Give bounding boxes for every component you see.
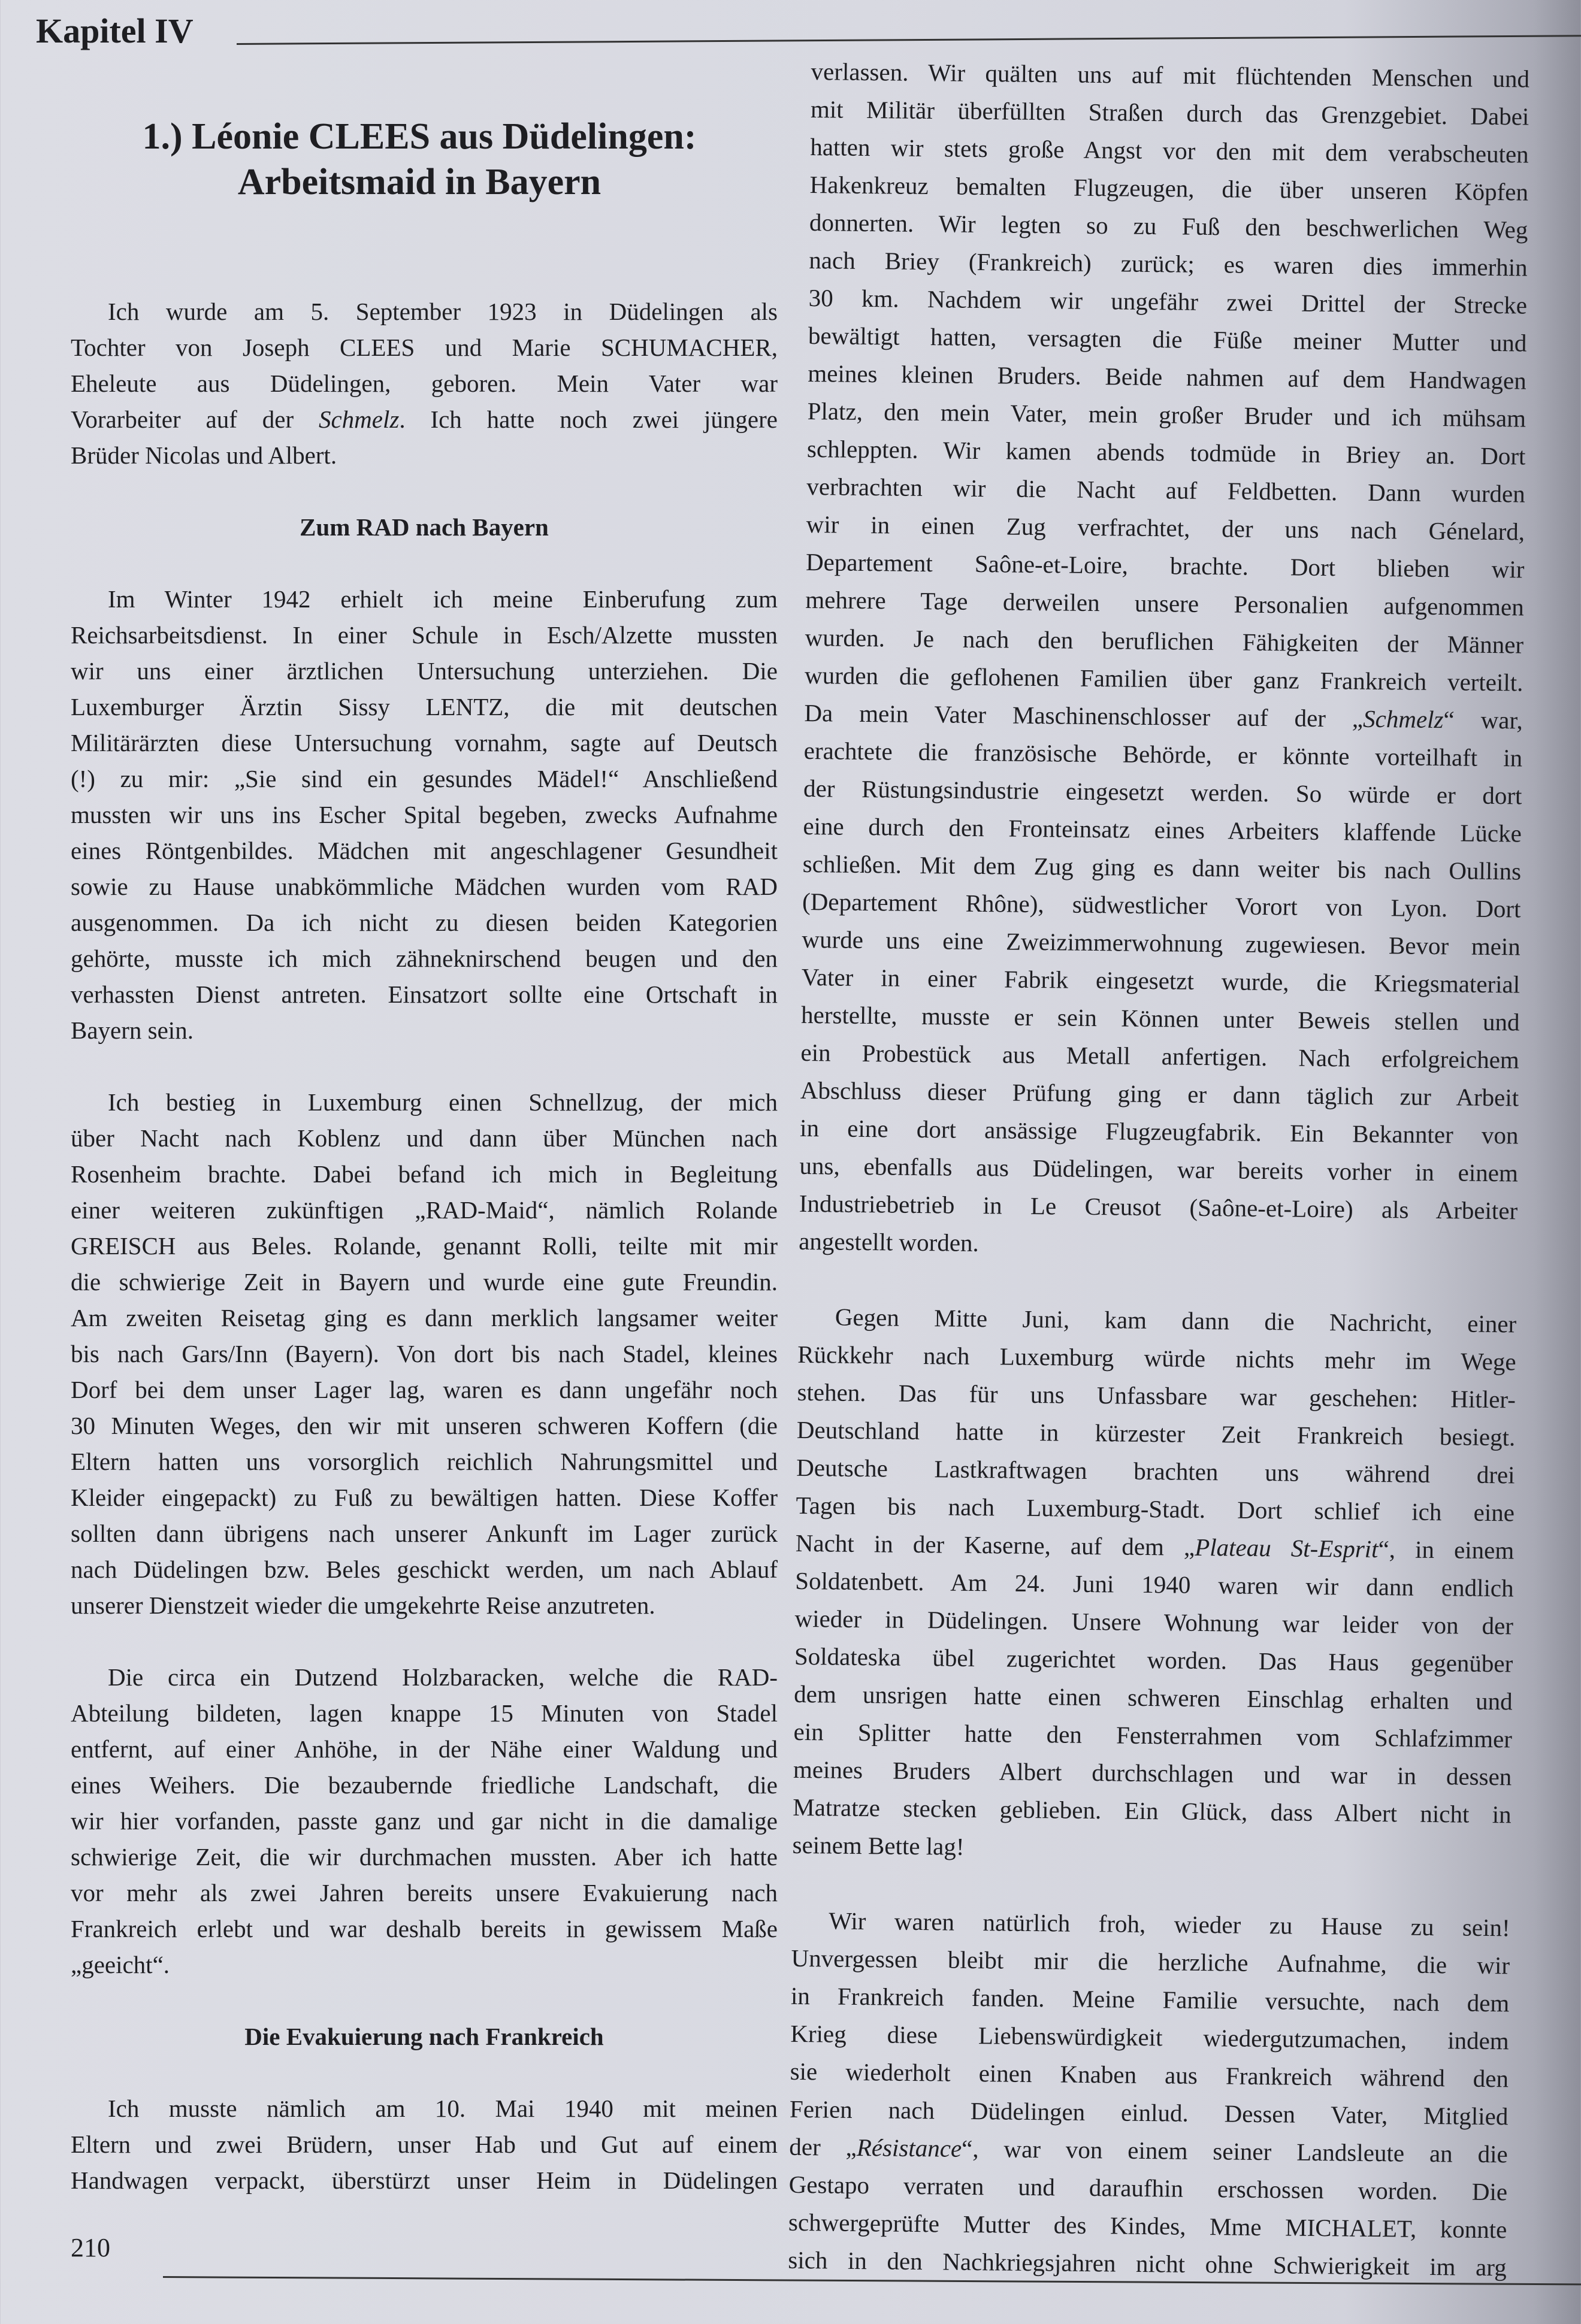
line-text: Soldateska übel zugerichtet worden. Das Haus gegenüber — [794, 1642, 1513, 1678]
line-text: Departement Saône-et-Loire, brachte. Dort blieben wir — [805, 547, 1525, 583]
text-segment: Da mein Vater Maschinenschlosser auf der „ — [804, 698, 1364, 733]
text-line — [71, 2090, 778, 2126]
text-line — [71, 581, 778, 617]
text-line — [71, 401, 778, 437]
text-line — [71, 1120, 778, 1156]
line-text: wir in einen Zug verfrachtet, der uns nach Génelard, — [806, 510, 1525, 546]
line-text: bewältigt hatten, versagten die Füße meiner Mutter und — [808, 321, 1527, 357]
line-text: 30 Minuten Weges, den wir mit unseren schweren Koffern (die — [71, 1412, 778, 1439]
text-line — [71, 1084, 778, 1120]
text-line — [792, 1826, 1512, 1872]
line-text: gehörte, musste ich mich zähneknirschend beugen und den — [71, 945, 778, 972]
line-text: Militärärzten diese Untersuchung vornahm, sagte auf Deutsch — [71, 729, 778, 756]
text-line — [71, 653, 778, 689]
section-heading: Zum RAD nach Bayern — [300, 513, 549, 541]
line-text: schwergeprüfte Mutter des Kindes, Mme MICHALET, konnte — [788, 2208, 1507, 2244]
text-line — [71, 1767, 778, 1803]
page-number: 210 — [71, 2233, 110, 2262]
paragraph — [71, 293, 778, 473]
line-text: mehrere Tage derweilen unsere Personalien aufgenommen — [805, 585, 1525, 621]
line-text: entfernt, auf einer Anhöhe, in der Nähe einer Waldung und — [71, 1735, 778, 1763]
text-line — [71, 1731, 778, 1767]
line-text: Bayern sein. — [71, 1016, 194, 1044]
line-text: mussten wir uns ins Escher Spital begeben, zwecks Aufnahme — [71, 801, 778, 828]
text-line — [71, 869, 778, 904]
line-text: Handwagen verpackt, überstürzt unser Heim in Düdelingen — [71, 2166, 778, 2194]
line-text: ein Probestück aus Metall anfertigen. Nach erfolgreichem — [800, 1038, 1520, 1074]
italic-term: Schmelz — [318, 406, 400, 433]
text-line — [71, 689, 778, 725]
line-text: ausgenommen. Da ich nicht zu diesen beiden Kategorien — [71, 909, 778, 936]
text-line — [71, 1839, 778, 1875]
text-line — [71, 1336, 778, 1372]
line-text: Ich bestieg in Luxemburg einen Schnellzug, der mich — [108, 1088, 778, 1116]
text-segment: “, in einem — [1378, 1535, 1515, 1565]
text-line — [71, 797, 778, 833]
line-text: (!) zu mir: „Sie sind ein gesundes Mädel!“ Anschließend — [71, 765, 778, 792]
line-text: wurden die geflohenen Familien über ganz Frankreich verteilt. — [804, 661, 1523, 697]
line-text: donnerten. Wir legten so zu Fuß den beschwerlichen Weg — [809, 208, 1528, 244]
line-text: Ferien nach Düdelingen einlud. Dessen Vater, Mitglied — [789, 2095, 1509, 2131]
left-column — [71, 293, 778, 2234]
text-line — [71, 725, 778, 761]
line-text: Abteilung bildeten, lagen knappe 15 Minuten von Stadel — [71, 1699, 778, 1727]
line-text: sowie zu Hause unabkömmliche Mädchen wurden vom RAD — [71, 873, 778, 900]
line-text: bis nach Gars/Inn (Bayern). Von dort bis nach Stadel, kleines — [71, 1340, 778, 1367]
line-text: GREISCH aus Beles. Rolande, genannt Rolli, teilte mit mir — [71, 1232, 778, 1260]
text-line — [71, 293, 778, 329]
line-text: Wir waren natürlich froh, wieder zu Hause zu sein! — [829, 1907, 1510, 1942]
line-text: Platz, den mein Vater, mein großer Bruder und ich mühsam — [807, 397, 1526, 432]
line-text: Tagen bis nach Luxemburg-Stadt. Dort schlief ich eine — [796, 1491, 1515, 1527]
paragraph — [71, 1659, 778, 1983]
line-text: nach Düdelingen bzw. Beles geschickt werden, um nach Ablauf — [71, 1556, 778, 1583]
text-line — [71, 1515, 778, 1551]
italic-term: Plateau St-Esprit — [1194, 1533, 1379, 1563]
text-line — [71, 1264, 778, 1300]
line-text: 30 km. Nachdem wir ungefähr zwei Drittel der Strecke — [808, 283, 1528, 319]
text-line — [71, 1803, 778, 1839]
paragraph — [792, 1298, 1517, 1872]
line-text: nach Briey (Frankreich) zurück; es waren dies immerhin — [809, 246, 1528, 282]
line-text — [71, 401, 778, 437]
text-line — [71, 976, 778, 1012]
text-line — [71, 1875, 778, 1911]
paragraph — [71, 1084, 778, 1623]
line-text: schwierige Zeit, die wir durchmachen mussten. Aber ich hatte — [71, 1843, 778, 1871]
line-text: Krieg diese Liebenswürdigkeit wiedergutzumachen, indem — [790, 2019, 1509, 2055]
line-text: Deutsche Lastkraftwagen brachten uns während drei — [796, 1453, 1515, 1489]
line-text: Tochter von Joseph CLEES und Marie SCHUMACHER, — [71, 334, 778, 361]
chapter-heading: Kapitel IV — [36, 11, 194, 50]
right-column — [787, 53, 1530, 2324]
text-line — [71, 1551, 778, 1587]
text-line — [71, 1372, 778, 1408]
line-text: Deutschland hatte in kürzester Zeit Frankreich besiegt. — [796, 1415, 1516, 1451]
line-text: dem unsrigen hatte einen schweren Einschlag erhalten und — [794, 1680, 1513, 1715]
text-line — [71, 2162, 778, 2198]
line-text: wieder in Düdelingen. Unsere Wohnung war leider von der — [794, 1604, 1514, 1640]
line-text: schließen. Mit dem Zug ging es dann weiter bis nach Oullins — [802, 849, 1522, 885]
text-line — [71, 1408, 778, 1444]
line-text: meines kleinen Bruders. Beide nahmen auf dem Handwagen — [808, 359, 1526, 395]
text-segment: Nacht in der Kaserne, auf dem „ — [795, 1529, 1195, 1561]
line-text: Ich wurde am 5. September 1923 in Düdelingen als — [108, 298, 778, 325]
line-text: in Frankreich fanden. Meine Familie versuchte, nach dem — [790, 1981, 1510, 2017]
title-line: Arbeitsmaid in Bayern — [237, 162, 601, 202]
line-text: wurden. Je nach den beruflichen Fähigkeiten der Männer — [805, 623, 1524, 659]
line-text: Dorf bei dem unser Lager lag, waren es dann ungefähr noch — [71, 1376, 778, 1403]
line-text: Luxemburger Ärztin Sissy LENTZ, die mit deutschen — [71, 693, 778, 721]
text-segment: “ war, — [1443, 706, 1523, 734]
text-line — [71, 1444, 778, 1479]
line-text: Gegen Mitte Juni, kam dann die Nachricht, einer — [835, 1303, 1517, 1338]
line-text: Ich musste nämlich am 10. Mai 1940 mit meinen — [108, 2095, 778, 2122]
line-text: hatten wir stets große Angst vor den mit dem verabscheuten — [810, 132, 1529, 168]
line-text: sich in den Nachkriegsjahren nicht ohne Schwierigkeit im arg — [788, 2246, 1507, 2281]
text-line — [71, 1911, 778, 1947]
text-segment: . Ich hatte noch zwei jüngere — [399, 406, 778, 433]
text-segment: Vorarbeiter auf der — [71, 406, 319, 433]
line-text: Am zweiten Reisetag ging es dann merklich langsamer weiter — [71, 1304, 778, 1332]
line-text: Hakenkreuz bemalten Flugzeugen, die über unseren Köpfen — [809, 170, 1529, 206]
paragraph — [799, 53, 1530, 1267]
text-line — [71, 365, 778, 401]
line-text: Rückkehr nach Luxemburg würde nichts mehr im Wege — [797, 1340, 1516, 1376]
line-text: angestellt worden. — [798, 1227, 980, 1257]
text-line — [71, 1228, 778, 1264]
line-text: verlassen. Wir quälten uns auf mit flüchtenden Menschen und — [811, 57, 1530, 93]
line-text: Eltern und zwei Brüdern, unser Hab und Gut auf einem — [71, 2131, 778, 2158]
text-line — [799, 1222, 1518, 1268]
line-text: mit Militär überfüllten Straßen durch das Grenzgebiet. Dabei — [810, 95, 1529, 131]
line-text: wir uns einer ärztlichen Untersuchung unterziehen. Die — [71, 657, 778, 685]
text-line — [71, 1659, 778, 1695]
line-text: einer weiteren zukünftigen „RAD-Maid“, nämlich Rolande — [71, 1196, 778, 1224]
line-text: Reichsarbeitsdienst. In einer Schule in Esch/Alzette mussten — [71, 621, 778, 649]
text-line — [71, 761, 778, 797]
line-text: sollten dann übrigens nach unserer Ankunft im Lager zurück — [71, 1520, 778, 1547]
line-text: vor mehr als zwei Jahren bereits unsere Evakuierung nach — [71, 1879, 778, 1907]
text-line — [71, 1156, 778, 1192]
title-line: 1.) Léonie CLEES aus Düdelingen: — [142, 116, 697, 157]
line-text: erachtete die französische Behörde, er könnte vorteilhaft in — [803, 736, 1523, 772]
text-line — [71, 1947, 778, 1983]
line-text: in eine dort ansässige Flugzeugfabrik. Ein Bekannter von — [799, 1113, 1519, 1149]
paragraph — [71, 2090, 778, 2198]
line-text: (Departement Rhône), südwestlicher Vorort von Lyon. Dort — [802, 887, 1521, 923]
text-line — [71, 1587, 778, 1623]
text-line — [71, 2126, 778, 2162]
line-text: meines Bruders Albert durchschlagen und war in dessen — [793, 1755, 1512, 1791]
text-line — [71, 329, 778, 365]
line-text: Eltern hatten uns vorsorglich reichlich Nahrungsmittel und — [71, 1448, 778, 1475]
line-text: verhassten Dienst antreten. Einsatzort sollte eine Ortschaft in — [71, 981, 778, 1008]
italic-term: Schmelz — [1362, 704, 1444, 734]
line-text: Eheleute aus Düdelingen, geboren. Mein Vater war — [71, 370, 778, 397]
line-text: eine durch den Fronteinsatz eines Arbeiters klaffende Lücke — [803, 812, 1522, 848]
line-text: schleppten. Wir kamen abends todmüde in Briey an. Dort — [806, 434, 1526, 470]
text-line — [71, 1479, 778, 1515]
text-line — [71, 904, 778, 940]
line-text: stehen. Das für uns Unfassbare war geschehen: Hitler- — [797, 1378, 1516, 1414]
line-text: Soldatenbett. Am 24. Juni 1940 waren wir dann endlich — [795, 1566, 1514, 1602]
line-text: Unvergessen bleibt mir die herzliche Aufnahme, die wir — [791, 1944, 1510, 1980]
line-text: wurde uns eine Zweizimmerwohnung zugewiesen. Bevor mein — [802, 925, 1521, 961]
line-text: wir hier vorfanden, passte ganz und gar nicht in die damalige — [71, 1807, 778, 1835]
line-text: die schwierige Zeit in Bayern und wurde eine gute Freundin. — [71, 1268, 778, 1296]
text-line — [71, 833, 778, 869]
text-line — [71, 940, 778, 976]
paragraph — [788, 1902, 1511, 2287]
header-rule — [237, 35, 1581, 45]
text-line — [71, 437, 778, 473]
line-text: Kleider eingepackt) zu Fuß zu bewältigen hatten. Diese Koffer — [71, 1484, 778, 1511]
line-text: herstellte, musste er sein Können unter Beweis stellen und — [800, 1000, 1520, 1036]
text-segment: “, war von einem seiner Landsleute an die — [961, 2134, 1508, 2168]
line-text: ein Splitter hatte den Fensterrahmen vom Schlafzimmer — [793, 1717, 1513, 1753]
line-text: Frankreich erlebt und war deshalb bereits in gewissem Maße — [71, 1915, 778, 1942]
line-text: Brüder Nicolas und Albert. — [71, 441, 337, 469]
line-text: Industriebetrieb in Le Creusot (Saône-et-Loire) als Arbeiter — [799, 1189, 1518, 1225]
line-text: Abschluss dieser Prüfung ging er dann täglich zur Arbeit — [800, 1076, 1519, 1112]
section-heading: Die Evakuierung nach Frankreich — [244, 2023, 604, 2050]
text-segment: der „ — [789, 2132, 857, 2161]
line-text: Die circa ein Dutzend Holzbaracken, welche die RAD- — [108, 1663, 778, 1691]
text-line — [71, 1695, 778, 1731]
line-text: eines Röntgenbildes. Mädchen mit angeschlagener Gesundheit — [71, 837, 778, 864]
italic-term: Résistance — [856, 2133, 962, 2162]
text-line — [71, 1300, 778, 1336]
paragraph — [71, 581, 778, 1048]
text-line — [71, 617, 778, 653]
line-text: Gestapo verraten und daraufhin erschossen worden. Die — [788, 2170, 1508, 2206]
line-text: der Rüstungsindustrie eingesetzt werden. So würde er dort — [803, 774, 1522, 810]
article-title — [60, 114, 779, 205]
line-text: uns, ebenfalls aus Düdelingen, war bereits vorher in einem — [799, 1151, 1519, 1187]
text-line — [71, 1012, 778, 1048]
line-text: Rosenheim brachte. Dabei befand ich mich in Begleitung — [71, 1160, 778, 1188]
line-text: Im Winter 1942 erhielt ich meine Einberufung zum — [108, 585, 778, 613]
line-text: eines Weihers. Die bezaubernde friedliche Landschaft, die — [71, 1771, 778, 1799]
line-text: sie wiederholt einen Knaben aus Frankreich während den — [790, 2057, 1509, 2093]
line-text: Matratze stecken geblieben. Ein Glück, dass Albert nicht in — [793, 1793, 1512, 1829]
line-text: „geeicht“. — [71, 1951, 170, 1978]
line-text: unserer Dienstzeit wieder die umgekehrte Reise anzutreten. — [71, 1591, 655, 1619]
line-text: verbrachten wir die Nacht auf Feldbetten. Dann wurden — [806, 472, 1525, 508]
line-text: über Nacht nach Koblenz und dann über München nach — [71, 1124, 778, 1152]
line-text: Vater in einer Fabrik eingesetzt wurde, die Kriegsmaterial — [801, 963, 1520, 998]
text-line — [71, 1192, 778, 1228]
line-text: seinem Bette lag! — [792, 1830, 965, 1860]
